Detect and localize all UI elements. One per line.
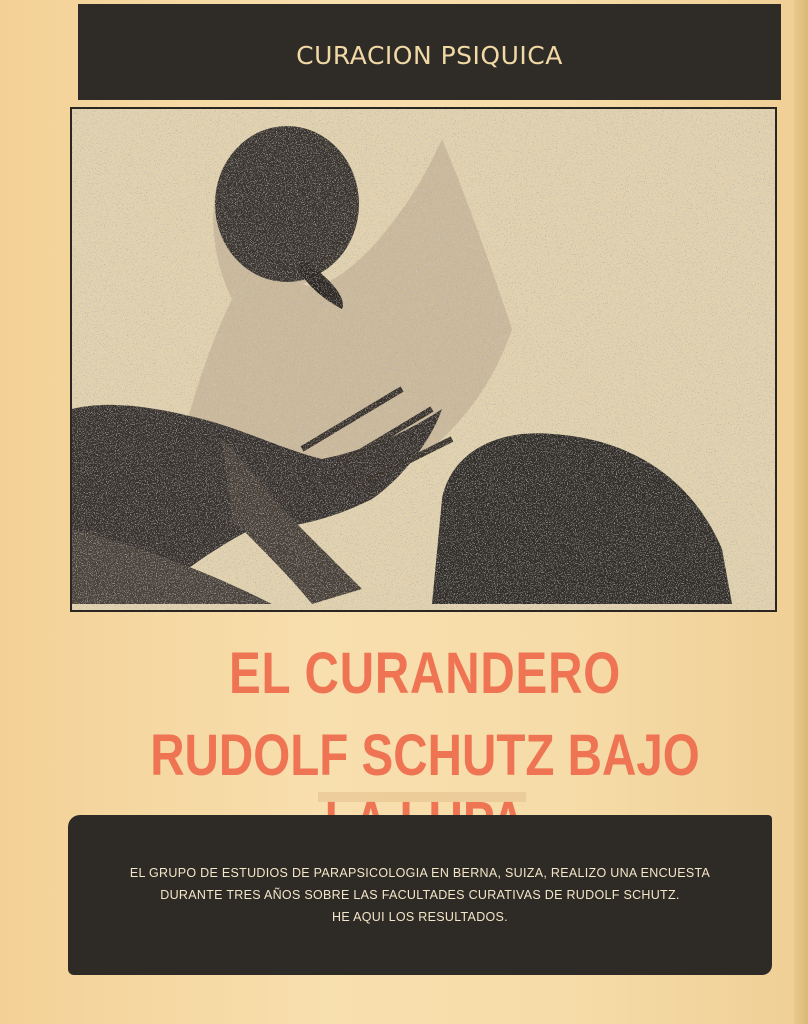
page-edge bbox=[794, 0, 808, 1024]
article-photo bbox=[70, 107, 777, 612]
print-smudge bbox=[318, 792, 526, 802]
headline-line-2: RUDOLF SCHUTZ BAJO bbox=[150, 723, 700, 788]
halftone-photo-illustration bbox=[72, 109, 775, 610]
intro-line-3: HE AQUI LOS RESULTADOS. bbox=[332, 910, 508, 924]
headline-line-1: EL CURANDERO bbox=[228, 641, 622, 706]
intro-box bbox=[68, 815, 772, 975]
intro-line-2: DURANTE TRES AÑOS SOBRE LAS FACULTADES CURATIVAS DE RUDOLF SCHUTZ. bbox=[160, 888, 680, 902]
section-header-band bbox=[78, 4, 781, 100]
intro-line-1: EL GRUPO DE ESTUDIOS DE PARAPSICOLOGIA EN BERNA, SUIZA, REALIZO UNA ENCUESTA bbox=[129, 866, 711, 880]
headline-block bbox=[60, 612, 790, 807]
section-title: CURACION PSIQUICA bbox=[296, 40, 563, 70]
